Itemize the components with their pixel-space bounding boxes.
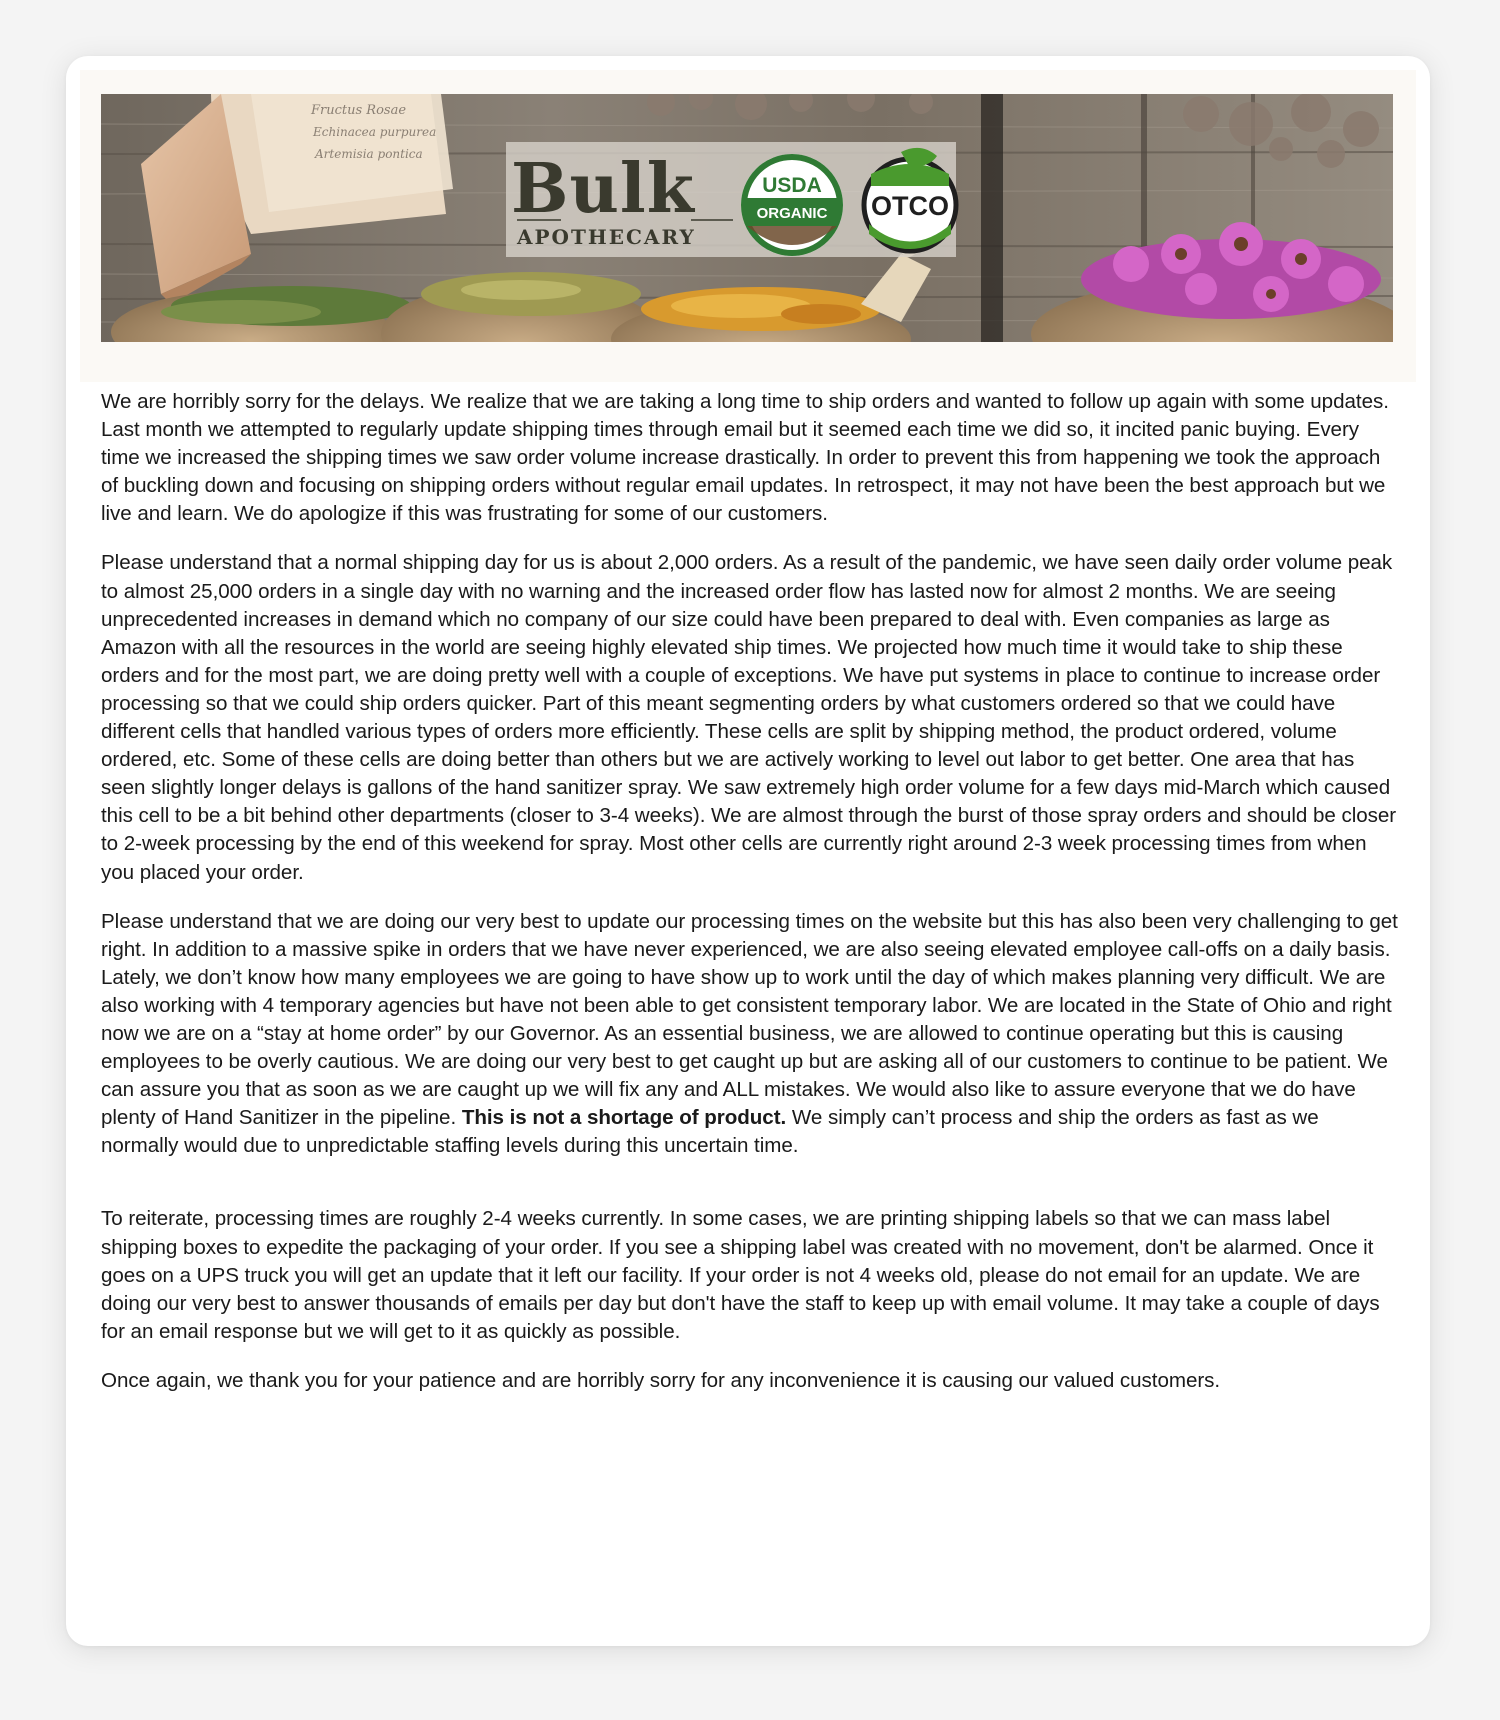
note-line-1: Fructus Rosae xyxy=(311,103,407,118)
header-banner xyxy=(101,94,1393,342)
paragraph-apology: We are horribly sorry for the delays. We realize that we are taking a long time to ship orders and wanted to follow up again with some updates. Last month we attempted to regularly update shipping times through email but it seemed each time we did so, it incited panic buying. Every time we increased the shipping times we saw order volume increase drastically. In order to prevent this from happening we took the approach of buckling down and focusing on shipping orders without regular email updates. In retrospect, it may not have been the best approach but we live and learn. We do apologize if this was frustrating for some of our customers. xyxy=(101,390,1389,526)
paragraph-closing: Once again, we thank you for your patience and are horribly sorry for any inconvenience it is causing our valued customers. xyxy=(101,1368,1221,1392)
staffing-text: Please understand that we are doing our very best to update our processing times on the website but this has also been very challenging to get right. In addition to a massive spike in orders that we have never experienced, we are also seeing elevated employee call-offs on a daily basis. Lately, we don’t know how many employees we are going to have show up to work until the day of which makes planning very difficult. We are also working with 4 temporary agencies but have not been able to get consistent temporary labor. We are located in the State of Ohio and right now we are on a “stay at home order” by our Governor. As an essential business, we are allowed to continue operating but this is causing employees to be overly cautious. We are doing our very best to get caught up but are asking all of our customers to continue to be patient. We can assure you that as soon as we are caught up we will fix any and ALL mistakes. We would also like to assure everyone that we do have plenty of Hand Sanitizer in the pipeline. xyxy=(101,909,1398,1130)
logo-subtitle: APOTHECARY xyxy=(517,225,696,249)
svg-text:USDA: USDA xyxy=(762,174,822,197)
letter-body xyxy=(101,388,1401,1416)
logo-wordmark: Bulk xyxy=(511,149,695,229)
note-line-2: Echinacea purpurea xyxy=(313,125,437,139)
staffing-tail: We simply can’t process and ship the orders as fast as we normally would due to unpredictable staffing levels during this uncertain time. xyxy=(101,1106,1319,1158)
paragraph-order-volume: Please understand that a normal shipping day for us is about 2,000 orders. As a result of the pandemic, we have seen daily order volume peak to almost 25,000 orders in a single day with no warning and the increased order flow has lasted now for almost 2 months. We are seeing unprecedented increases in demand which no company of our size could have been prepared to deal with. Even companies as large as Amazon with all the resources in the world are seeing highly elevated ship times. We projected how much time it would take to ship these orders and for the most part, we are doing pretty well with a couple of exceptions. We have put systems in place to continue to increase order processing so that we could ship orders quicker. Part of this meant segmenting orders by what customers ordered so that we could have different cells that handled various types of orders more efficiently. These cells are split by shipping method, the product ordered, volume ordered, etc. Some of these cells are doing better than others but we are actively working to level out labor to get better. One area that has seen slightly longer delays is gallons of the hand sanitizer spray. We saw extremely high order volume for a few days mid-March which caused this cell to be a bit behind other departments (closer to 3-4 weeks). We are almost through the burst of those spray orders and should be closer to 2-week processing by the end of this weekend for spray. Most other cells are currently right around 2-3 week processing times from when you placed your order. xyxy=(101,551,1397,884)
note-line-3: Artemisia pontica xyxy=(315,147,423,161)
banner-image xyxy=(101,94,1393,342)
svg-text:ORGANIC: ORGANIC xyxy=(756,205,828,222)
svg-text:OTCO: OTCO xyxy=(871,191,949,221)
paragraph-processing-times: To reiterate, processing times are roughly 2-4 weeks currently. In some cases, we are printing shipping labels so that we can mass label shipping boxes to expedite the packaging of your order. If you see a shipping label was created with no movement, don't be alarmed. Once it goes on a UPS truck you will get an update that it left our facility. If your order is not 4 weeks old, please do not email for an update. We are doing our very best to answer thousands of emails per day but don't have the staff to keep up with email volume. It may take a couple of days for an email response but we will get to it as quickly as possible. xyxy=(101,1207,1380,1343)
paragraph-staffing xyxy=(101,908,1401,1161)
usda-organic-icon xyxy=(741,154,843,256)
shortage-emphasis: This is not a shortage of product. xyxy=(461,1106,787,1130)
